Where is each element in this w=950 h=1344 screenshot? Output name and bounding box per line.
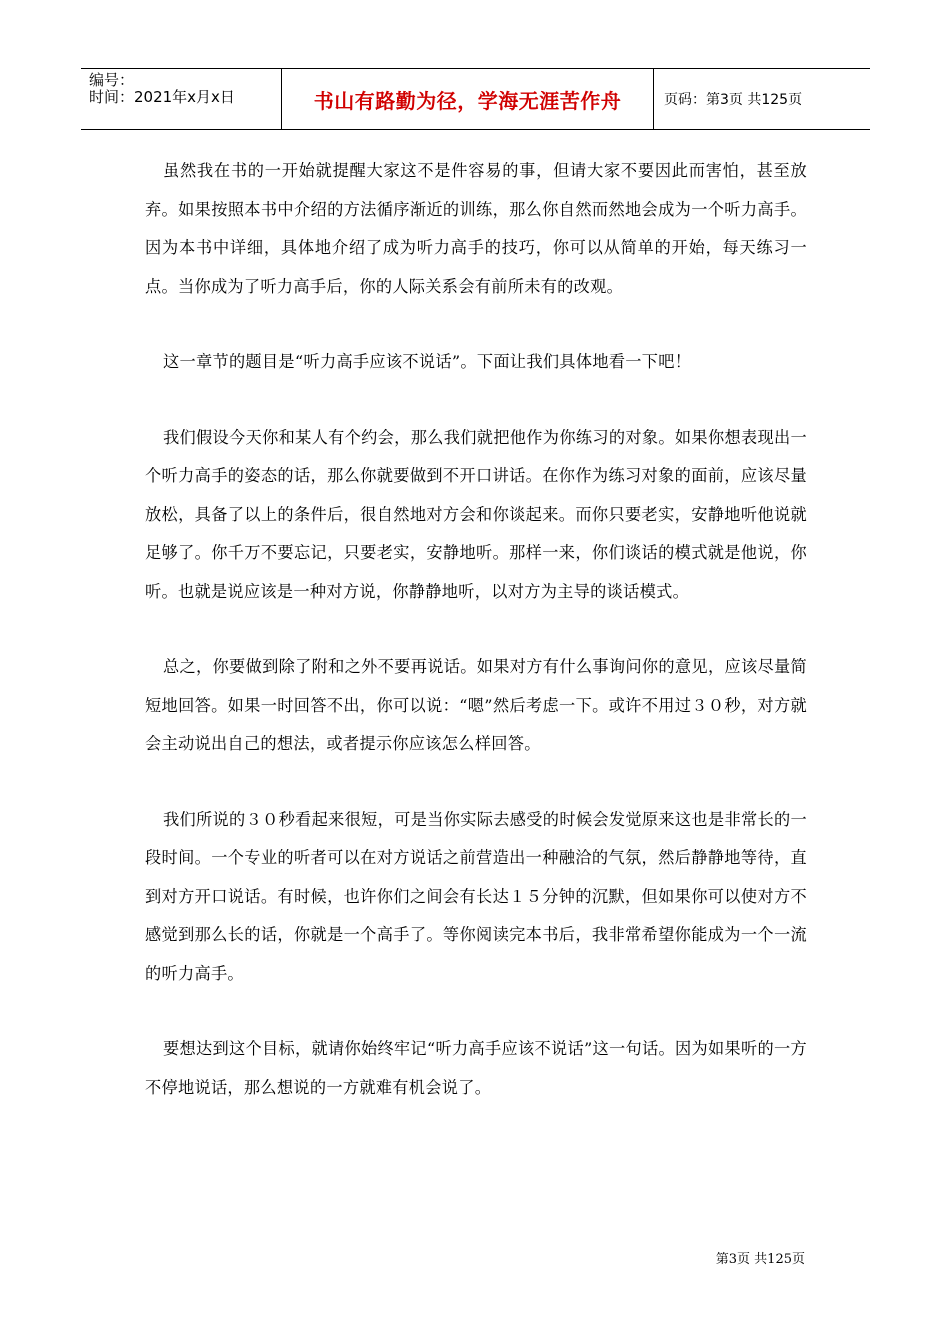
document-body bbox=[145, 152, 807, 1144]
paragraph: 我们所说的３０秒看起来很短，可是当你实际去感受的时候会发觉原来这也是非常长的一段时间。一个专业的听者可以在对方说话之前营造出一种融洽的气氛，然后静静地等待，直到对方开口说话。有时候，也许你们之间会有长达１５分钟的沉默，但如果你可以使对方不感觉到那么长的话，你就是一个高手了。等你阅读完本书后，我非常希望你能成为一个一流的听力高手。 bbox=[145, 809, 807, 983]
page-footer bbox=[716, 1248, 805, 1267]
page-header bbox=[81, 68, 870, 130]
document-date: 时间：2021年x月x日 bbox=[89, 88, 235, 106]
paragraph: 虽然我在书的一开始就提醒大家这不是件容易的事，但请大家不要因此而害怕，甚至放弃。如果按照本书中介绍的方法循序渐近的训练，那么你自然而然地会成为一个听力高手。因为本书中详细，具体地介绍了成为听力高手的技巧，你可以从简单的开始，每天练习一点。当你成为了听力高手后，你的人际关系会有前所未有的改观。 bbox=[145, 161, 807, 296]
paragraph: 我们假设今天你和某人有个约会，那么我们就把他作为你练习的对象。如果你想表现出一个听力高手的姿态的话，那么你就要做到不开口讲话。在你作为练习对象的面前，应该尽量放松，具备了以上的条件后，很自然地对方会和你谈起来。而你只要老实，安静地听他说就足够了。你千万不要忘记，只要老实，安静地听。那样一来，你们谈话的模式就是他说，你听。也就是说应该是一种对方说，你静静地听，以对方为主导的谈话模式。 bbox=[145, 427, 807, 601]
paragraph: 这一章节的题目是“听力高手应该不说话”。下面让我们具体地看一下吧！ bbox=[163, 352, 692, 371]
header-page-number: 页码：第3页 共125页 bbox=[664, 92, 803, 108]
footer-page-number: 第3页 共125页 bbox=[715, 1252, 805, 1267]
header-motto-cell bbox=[282, 69, 654, 129]
paragraph: 总之，你要做到除了附和之外不要再说话。如果对方有什么事询问你的意见，应该尽量简短地回答。如果一时回答不出，你可以说：“嗯”然后考虑一下。或许不用过３０秒，对方就会主动说出自己的想法，或者提示你应该怎么样回答。 bbox=[145, 657, 807, 753]
paragraph: 要想达到这个目标，就请你始终牢记“听力高手应该不说话”这一句话。因为如果听的一方不停地说话，那么想说的一方就难有机会说了。 bbox=[145, 1039, 807, 1097]
header-meta-cell bbox=[81, 69, 282, 129]
header-motto: 书山有路勤为径，学海无涯苦作舟 bbox=[313, 88, 622, 113]
header-page-cell bbox=[654, 69, 870, 129]
document-number-label: 编号： bbox=[89, 71, 135, 89]
